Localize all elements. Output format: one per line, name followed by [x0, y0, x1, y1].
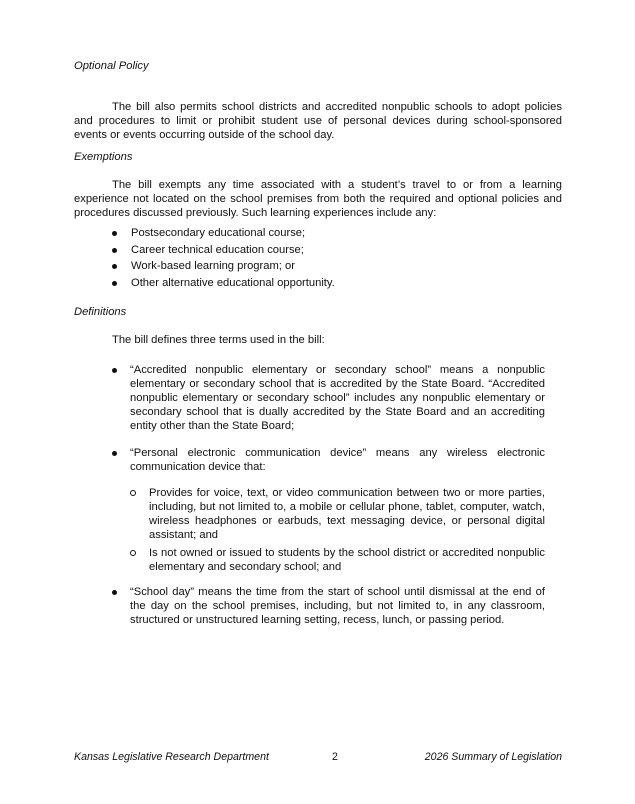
definition-subitem: Provides for voice, text, or video communication between two or more parties, including, but not limited to, a mobile or cellular phone, tablet, computer, watch, wireless headphones or earbuds, text messaging device, or personal digital assistant; and: [130, 486, 545, 542]
bullet-icon: [112, 248, 117, 253]
list-item: Other alternative educational opportunity.: [112, 276, 562, 293]
list-item: Work-based learning program; or: [112, 259, 562, 276]
footer-organization: Kansas Legislative Research Department: [74, 751, 269, 763]
list-item: Postsecondary educational course;: [112, 226, 562, 243]
definition-item: “Personal electronic communication device” means any wireless electronic communication device that:: [112, 446, 562, 474]
definition-item: “Accredited nonpublic elementary or secondary school” means a nonpublic elementary or secondary school that is accredited by the State Board. “Accredited nonpublic elementary or secondary school” includes any nonpublic elementary or secondary school that is dually accredited by the State Board and an accrediting entity other than the State Board;: [112, 363, 562, 433]
bullet-icon: [112, 231, 117, 236]
bullet-icon: [112, 590, 117, 595]
definitions-heading: Definitions: [74, 306, 127, 318]
definition-item: “School day” means the time from the start of school until dismissal at the end of the day on the school premises, including, but not limited to, in any classroom, structured or unstructured learning setting, recess, lunch, or passing period.: [112, 585, 562, 627]
bullet-icon: [112, 281, 117, 286]
optional-policy-paragraph: The bill also permits school districts and accredited nonpublic schools to adopt policies and procedures to limit or prohibit student use of personal devices during school-sponsored events or events occurring outside of the school day.: [74, 101, 562, 141]
hollow-bullet-icon: [130, 550, 136, 556]
document-page: [74, 0, 562, 804]
bullet-icon: [112, 264, 117, 269]
exemptions-heading: Exemptions: [74, 151, 133, 163]
bullet-icon: [112, 451, 117, 456]
page-number: 2: [332, 751, 338, 763]
hollow-bullet-icon: [130, 490, 136, 496]
bullet-icon: [112, 368, 117, 373]
definition-subitem: Is not owned or issued to students by the school district or accredited nonpublic elementary and secondary school; and: [130, 546, 545, 574]
exemptions-list: [112, 226, 562, 292]
exemptions-paragraph: The bill exempts any time associated with a student’s travel to or from a learning experience not located on the school premises from both the required and optional policies and procedures discussed previously. Such learning experiences include any:: [74, 179, 562, 219]
definitions-intro: The bill defines three terms used in the bill:: [112, 334, 325, 346]
optional-policy-heading: Optional Policy: [74, 60, 149, 72]
footer-publication: 2026 Summary of Legislation: [424, 751, 562, 763]
list-item: Career technical education course;: [112, 243, 562, 260]
